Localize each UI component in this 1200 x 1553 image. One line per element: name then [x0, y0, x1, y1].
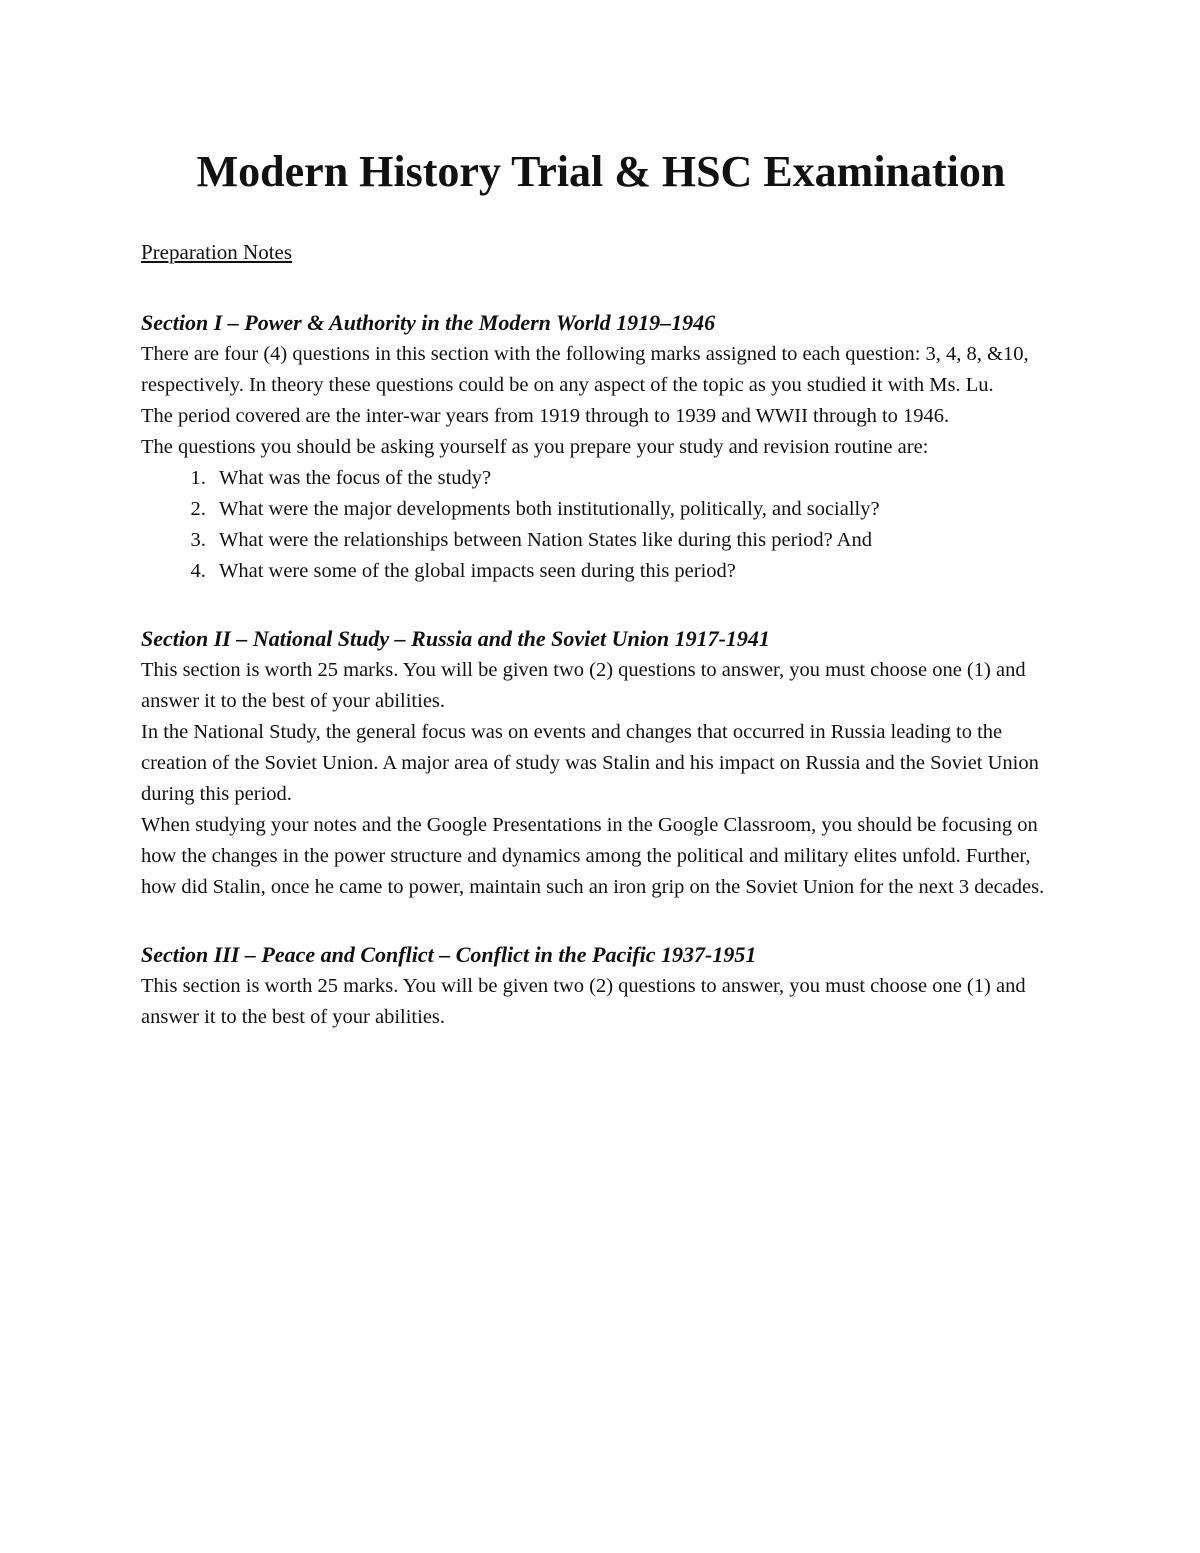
list-item: 4. What were some of the global impacts seen during this period? [211, 556, 1061, 587]
section-3-paragraph-1: This section is worth 25 marks. You will be given two (2) questions to answer, you must choose one (1) and answer it to the best of your abilities. [141, 975, 1026, 1028]
section-2-paragraph-3: When studying your notes and the Google Presentations in the Google Classroom, you should be focusing on how the changes in the power structure and dynamics among the political and military elites unfold. Further, how did Stalin, once he came to power, maintain such an iron grip on the Soviet Union for the next 3 decades. [141, 814, 1045, 898]
preparation-notes-subheading: Preparation Notes [141, 240, 293, 264]
document-title: Modern History Trial & HSC Examination [196, 147, 1006, 196]
section-2-heading: Section II – National Study – Russia and the Soviet Union 1917-1941 [141, 626, 770, 651]
section-3-heading: Section III – Peace and Conflict – Conflict in the Pacific 1937-1951 [141, 942, 757, 967]
section-1-heading: Section I – Power & Authority in the Modern World 1919–1946 [141, 310, 716, 335]
section-2-paragraph-1: This section is worth 25 marks. You will be given two (2) questions to answer, you must choose one (1) and answer it to the best of your abilities. [141, 659, 1026, 712]
study-questions-list [141, 463, 1061, 587]
section-1-paragraph-3: The questions you should be asking yourself as you prepare your study and revision routine are: [141, 436, 929, 458]
list-item: 1. What was the focus of the study? [211, 463, 1061, 494]
list-item: 2. What were the major developments both institutionally, politically, and socially? [211, 494, 1061, 525]
section-2-paragraph-2: In the National Study, the general focus was on events and changes that occurred in Russia leading to the creation of the Soviet Union. A major area of study was Stalin and his impact on Russia and the Soviet Union during this period. [141, 721, 1039, 805]
document-content [141, 140, 1061, 1033]
section-1-paragraph-2: The period covered are the inter-war years from 1919 through to 1939 and WWII through to 1946. [141, 405, 950, 427]
section-1-paragraph-1: There are four (4) questions in this section with the following marks assigned to each question: 3, 4, 8, &10, respectively. In theory these questions could be on any aspect of the topic as you studied it with Ms. Lu. [141, 343, 1029, 396]
list-item: 3. What were the relationships between Nation States like during this period? And [211, 525, 1061, 556]
